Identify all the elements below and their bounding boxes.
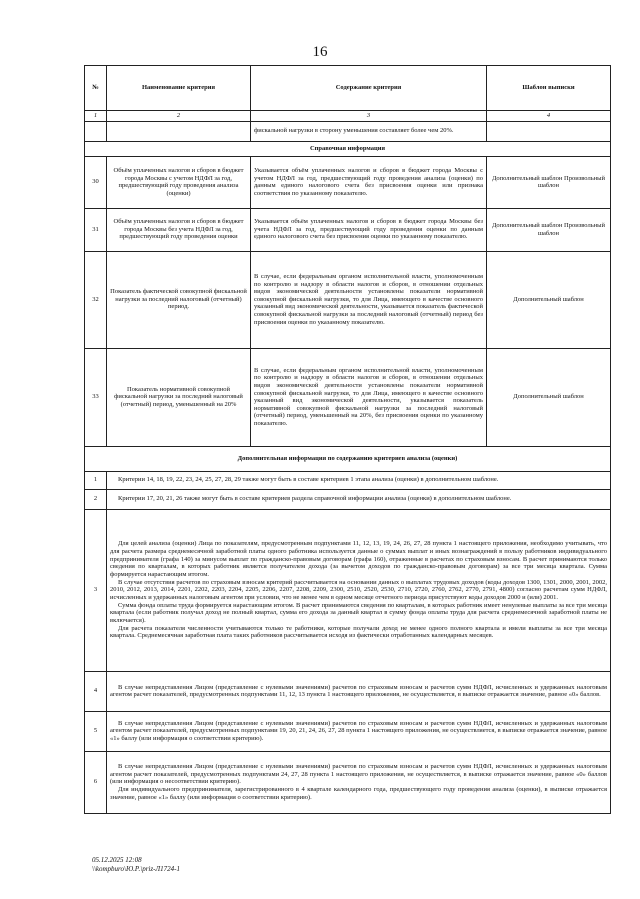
criterion-content: В случае, если федеральным органом исполнительной власти, уполномоченным по контролю и надзору в области налогов и сборов, в отношении отдельных видов экономической деятельности установлены показатели нормативной совокупной фискальной нагрузки, то для Лица, имеющего в качестве основного указанный вид экономической деятельности, указывается показатель фактической совокупной фискальной нагрузки за последний налоговый (отчетный) период без присвоения оценки по указанному показателю. [251, 251, 487, 348]
item-text: В случае непредставления Лицом (представление с нулевыми значениями) расчетов по страховым взносам и расчетов сумм НДФЛ, исчисленных и удержанных налоговым агентом расчет показателей, предусмотренных подпунктами 19, 20, 21, 24, 26, 27, 28 пункта 1 настоящего приложения, не осуществляется, в выписке отражается значение, равное «1» баллу (или информация о соответствии критерию). [107, 711, 611, 751]
criterion-name: Показатель нормативной совокупной фискальной нагрузки за последний налоговый (отчетный) период, уменьшенный на 20% [107, 348, 251, 446]
list-item [85, 471, 611, 489]
section-reference-info [85, 141, 611, 156]
extract-template: Дополнительный шаблон [487, 251, 611, 348]
criteria-table [84, 65, 611, 814]
item-text: Критерии 14, 18, 19, 22, 23, 24, 25, 27, 28, 29 также могут быть в составе критериев 1 этапа анализа (оценки) в дополнительном шаблоне. [107, 471, 611, 489]
header-criterion-content: Содержание критерия [251, 66, 487, 111]
section-title: Дополнительная информация по содержанию критериев анализа (оценки) [85, 446, 611, 471]
list-item [85, 711, 611, 751]
criterion-name: Показатель фактической совокупной фискальной нагрузки за последний налоговый (отчетный) период. [107, 251, 251, 348]
item-number: 3 [85, 509, 107, 671]
print-footer [92, 856, 180, 874]
item-text: Критерии 17, 20, 21, 26 также могут быть в составе критериев раздела справочной информации анализа (оценки) в дополнительном шаблоне. [107, 489, 611, 509]
item-text: В случае непредставления Лицом (представление с нулевыми значениями) расчетов по страховым взносам и расчетов сумм НДФЛ, исчисленных и удержанных налоговым агентом расчет показателей, предусмотренных подпунктами 11, 12, 13 пункта 1 настоящего приложения, не осуществляется, в выписке отражается значение, равное «0» баллов. [107, 671, 611, 711]
section-additional-info [85, 446, 611, 471]
continuation-text: фискальной нагрузки в сторону уменьшения составляет более чем 20%. [251, 121, 487, 141]
list-item [85, 489, 611, 509]
list-item [85, 671, 611, 711]
col-number-4: 4 [487, 111, 611, 122]
criterion-name: Объём уплаченных налогов и сборов в бюджет города Москвы без учета НДФЛ за год, предшествующий году проведения оценки [107, 208, 251, 251]
header-number: № [85, 66, 107, 111]
criterion-name: Объём уплаченных налогов и сборов в бюджет города Москвы с учетом НДФЛ за год, предшествующий году проведения анализа (оценки) [107, 156, 251, 208]
item-text: Для целей анализа (оценки) Лица по показателям, предусмотренным подпунктами 11, 12, 13, 19, 24, 26, 27, 28 пункта 1 настоящего приложения, необходимо учитывать, что для расчета размера среднемесячной заработной платы одного работника используется данные о суммах выплат и иных вознаграждений в пользу работников индивидуального предпринимателя (графа 140) за минусом выплат по гражданско-правовым договорам (графа 160), отраженные в расчетах по страховым взносам. В расчет принимаются только сведения по кварталам, в которых работник является получателем дохода (за вычетом доходов по гражданско-правовым договорам) за все три месяца квартала. Сумма формируется нарастающим итогом. В случае отсутствия расчетов по страховым взносам критерий рассчитывается на основании данных о выплатах трудовых доходов (коды доходов 1300, 1301, 2000, 2001, 2002, 2010, 2012, 2013, 2014, 2201, 2202, 2203, 2204, 2205, 2206, 2207, 2208, 2209, 2300, 2510, 2520, 2530, 2710, 2720, 2760, 2762, 2770, 2791, 4800) согласно расчетам сумм НДФЛ, исчисленных и удержанных налоговым агентом при условии, что не менее чем в одном месяце отчетного периода присутствуют коды доходов 2000 и (или) 2001. Сумма фонда оплаты труда формируется нарастающим итогом. В расчет принимаются сведения по кварталам, в которых работник имеет ненулевые выплаты за все три месяца квартала (если работник получал доход не полный квартал, сумма его дохода за данный квартал в сумму фонда оплаты труда для расчета среднемесячной заработной платы не включается). Для расчета показателя численности учитываются только те работники, которые получали доход не менее одного полного квартала и имели выплаты за все три месяца квартала. Среднемесячная заработная плата таких работников рассчитывается исходя из фактически отработанных календарных месяцев. [107, 509, 611, 671]
table-row [85, 251, 611, 348]
column-number-row [85, 111, 611, 122]
item-text: В случае непредставления Лицом (представление с нулевыми значениями) расчетов по страховым взносам и расчетов сумм НДФЛ, исчисленных и удержанных налоговым агентом расчет показателей, предусмотренных подпунктами 24, 27, 28 пункта 1 настоящего приложения, не осуществляется, в выписке отражается значение, равное «0» баллов (или информация о несоответствии критерию). Для индивидуального предпринимателя, зарегистрированного в 4 квартале календарного года, предшествующего году проведения анализа (оценки), в выписке отражается значение, равное «1» баллу (или информация о соответствии критерию). [107, 751, 611, 813]
section-title: Справочная информация [85, 141, 611, 156]
item-number: 6 [85, 751, 107, 813]
list-item [85, 751, 611, 813]
extract-template: Дополнительный шаблон [487, 348, 611, 446]
col-number-1: 1 [85, 111, 107, 122]
header-extract-template: Шаблон выписки [487, 66, 611, 111]
file-path: \\kompburo\Ю.Р.\priz-Л1724-1 [92, 865, 181, 874]
extract-template: Дополнительный шаблон Произвольный шаблон [487, 208, 611, 251]
table-row [85, 348, 611, 446]
table-header-row [85, 66, 611, 111]
list-item [85, 509, 611, 671]
criterion-content: Указывается объём уплаченных налогов и сборов в бюджет города Москвы без учета НДФЛ за год, предшествующий году проведения оценки по данным единого налогового счета без присвоения оценки по указанному показателю. [251, 208, 487, 251]
row-number: 30 [85, 156, 107, 208]
continuation-row [85, 121, 611, 141]
col-number-3: 3 [251, 111, 487, 122]
table-row [85, 156, 611, 208]
row-number: 31 [85, 208, 107, 251]
extract-template: Дополнительный шаблон Произвольный шаблон [487, 156, 611, 208]
page-number: 16 [312, 44, 328, 60]
criterion-content: Указывается объём уплаченных налогов и сборов в бюджет города Москвы с учетом НДФЛ за год, предшествующий году проведения анализа (оценки) по данным единого налогового счета без присвоения оценки или признака соответствия по указанному показателю. [251, 156, 487, 208]
item-number: 5 [85, 711, 107, 751]
row-number: 32 [85, 251, 107, 348]
print-timestamp: 05.12.2025 12:08 [92, 856, 142, 864]
table-row [85, 208, 611, 251]
col-number-2: 2 [107, 111, 251, 122]
item-number: 4 [85, 671, 107, 711]
row-number: 33 [85, 348, 107, 446]
item-number: 1 [85, 471, 107, 489]
criterion-content: В случае, если федеральным органом исполнительной власти, уполномоченным по контролю и надзору в области налогов и сборов, в отношении отдельных видов экономической деятельности установлены показатели нормативной совокупной фискальной нагрузки, то для Лица, имеющего в качестве основного указанный вид экономической деятельности, указывается показатель нормативной совокупной фискальной нагрузки за последний налоговый (отчетный) период, уменьшенный на 20%, без присвоения оценки по указанному показателю. [251, 348, 487, 446]
item-number: 2 [85, 489, 107, 509]
header-criterion-name: Наименование критерия [107, 66, 251, 111]
